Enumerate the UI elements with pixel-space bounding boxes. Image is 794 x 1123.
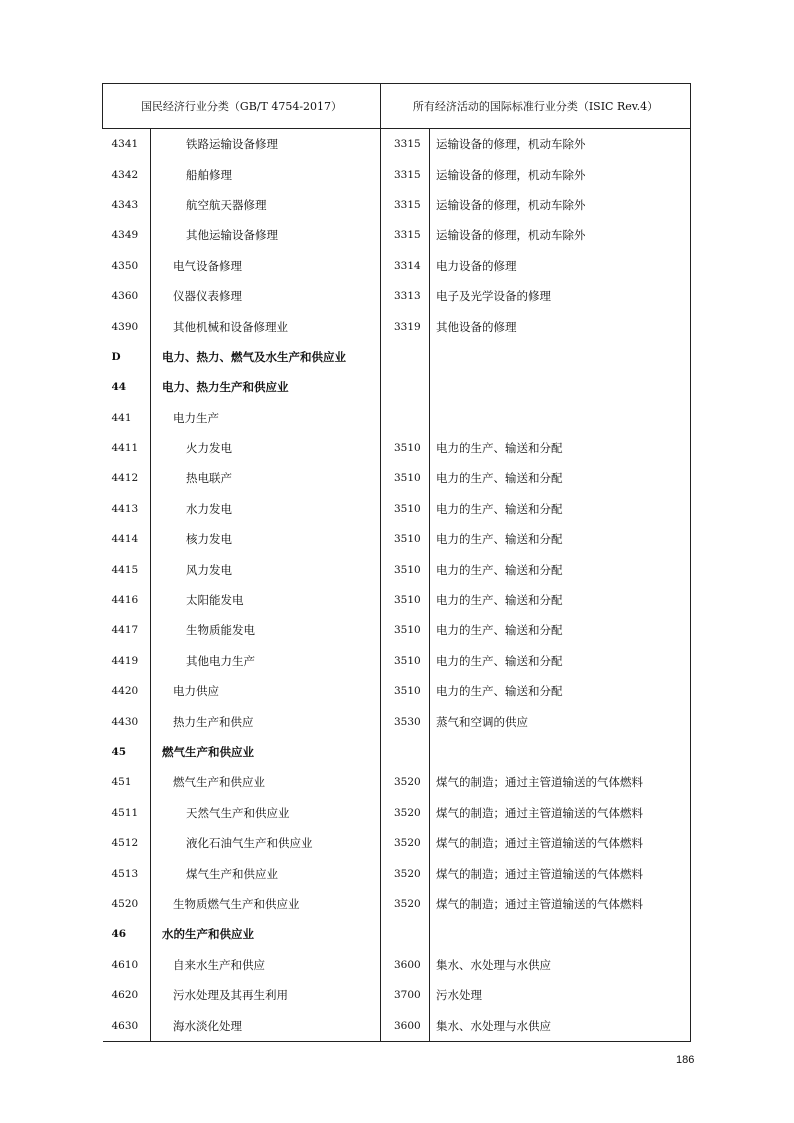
- gbt-name-text: 生物质燃气生产和供应业: [173, 896, 300, 911]
- gbt-name: [151, 190, 381, 220]
- gbt-name-text: 热电联产: [186, 471, 232, 486]
- table-row: [103, 433, 691, 463]
- isic-code: 3319: [381, 311, 430, 341]
- gbt-name-text: 水力发电: [186, 501, 232, 516]
- gbt-code: 4513: [111, 867, 139, 880]
- isic-name: 电力的生产、输送和分配: [430, 676, 691, 706]
- gbt-code: 4360: [111, 290, 139, 303]
- isic-name: [430, 919, 691, 949]
- gbt-name: [151, 494, 381, 524]
- gbt-name: [151, 676, 381, 706]
- gbt-name-text: 天然气生产和供应业: [186, 805, 290, 820]
- gbt-name-text: 其他运输设备修理: [186, 228, 278, 243]
- isic-code: 3510: [381, 433, 430, 463]
- table-row: [103, 403, 691, 433]
- gbt-code: 4413: [111, 502, 139, 515]
- gbt-code: D: [111, 350, 121, 363]
- table-row: [103, 342, 691, 372]
- table-row: [103, 463, 691, 493]
- isic-code: 3520: [381, 798, 430, 828]
- gbt-name-text: 电气设备修理: [173, 258, 242, 273]
- gbt-name-text: 核力发电: [186, 532, 232, 547]
- table-row: [103, 220, 691, 250]
- gbt-name-text: 电力生产: [173, 410, 219, 425]
- isic-name: 运输设备的修理，机动车除外: [430, 220, 691, 250]
- isic-name: 蒸气和空调的供应: [430, 706, 691, 736]
- gbt-code: 4511: [111, 806, 139, 819]
- gbt-name: [151, 372, 381, 402]
- gbt-name: [151, 342, 381, 372]
- gbt-name: [151, 463, 381, 493]
- table-row: [103, 159, 691, 189]
- gbt-name: [151, 1010, 381, 1041]
- gbt-name-text: 煤气生产和供应业: [186, 866, 278, 881]
- table-row: [103, 129, 691, 160]
- gbt-name-text: 海水淡化处理: [173, 1018, 242, 1033]
- gbt-code: 46: [111, 928, 127, 941]
- gbt-name: [151, 251, 381, 281]
- gbt-code: 4412: [111, 472, 139, 485]
- gbt-name: [151, 403, 381, 433]
- isic-name: 电力的生产、输送和分配: [430, 585, 691, 615]
- table-row: [103, 676, 691, 706]
- isic-name: 电力的生产、输送和分配: [430, 646, 691, 676]
- gbt-name: [151, 646, 381, 676]
- isic-code: 3530: [381, 706, 430, 736]
- gbt-name: [151, 524, 381, 554]
- isic-code: 3510: [381, 463, 430, 493]
- isic-name: 电力的生产、输送和分配: [430, 615, 691, 645]
- table-row: [103, 767, 691, 797]
- gbt-name: [151, 615, 381, 645]
- isic-name: 煤气的制造；通过主管道输送的气体燃料: [430, 767, 691, 797]
- isic-code: 3600: [381, 1010, 430, 1041]
- table-row: [103, 980, 691, 1010]
- isic-name: [430, 372, 691, 402]
- gbt-code: 4430: [111, 715, 139, 728]
- isic-code: 3510: [381, 494, 430, 524]
- isic-name: 运输设备的修理，机动车除外: [430, 190, 691, 220]
- isic-code: 3510: [381, 676, 430, 706]
- gbt-code: 4610: [111, 958, 139, 971]
- isic-code: [381, 403, 430, 433]
- table-row: [103, 798, 691, 828]
- table-row: [103, 251, 691, 281]
- table-row: [103, 858, 691, 888]
- gbt-name-text: 生物质能发电: [186, 623, 255, 638]
- gbt-name-text: 燃气生产和供应业: [173, 775, 265, 790]
- gbt-name-text: 电力、热力生产和供应业: [162, 380, 289, 395]
- isic-code: [381, 342, 430, 372]
- isic-name: 电力的生产、输送和分配: [430, 433, 691, 463]
- gbt-code: 4341: [111, 138, 139, 151]
- gbt-name-text: 其他电力生产: [186, 653, 255, 668]
- gbt-name-text: 铁路运输设备修理: [186, 137, 278, 152]
- gbt-code: 4390: [111, 320, 139, 333]
- isic-code: [381, 372, 430, 402]
- isic-name: [430, 737, 691, 767]
- gbt-code: 4415: [111, 563, 139, 576]
- isic-code: 3315: [381, 220, 430, 250]
- table-row: [103, 646, 691, 676]
- header-isic: 所有经济活动的国际标准行业分类（ISIC Rev.4）: [381, 84, 691, 129]
- gbt-name-text: 电力、热力、燃气及水生产和供应业: [162, 349, 346, 364]
- isic-name: 电力的生产、输送和分配: [430, 463, 691, 493]
- isic-code: 3510: [381, 554, 430, 584]
- gbt-code: 4630: [103, 1010, 151, 1041]
- gbt-name: [151, 706, 381, 736]
- gbt-name: [151, 980, 381, 1010]
- isic-code: 3520: [381, 767, 430, 797]
- isic-code: 3313: [381, 281, 430, 311]
- table-row: [103, 372, 691, 402]
- isic-name: 集水、水处理与水供应: [430, 1010, 691, 1041]
- table-row: [103, 615, 691, 645]
- gbt-name-text: 其他机械和设备修理业: [173, 319, 288, 334]
- gbt-name-text: 燃气生产和供应业: [162, 745, 254, 759]
- isic-code: 3510: [381, 646, 430, 676]
- isic-code: 3510: [381, 524, 430, 554]
- isic-name: 电力的生产、输送和分配: [430, 554, 691, 584]
- table-row: [103, 281, 691, 311]
- gbt-name: [151, 281, 381, 311]
- isic-code: 3510: [381, 615, 430, 645]
- isic-code: 3520: [381, 828, 430, 858]
- gbt-code: 4342: [111, 168, 139, 181]
- isic-name: 电力设备的修理: [430, 251, 691, 281]
- isic-code: 3520: [381, 889, 430, 919]
- isic-code: [381, 919, 430, 949]
- gbt-name-text: 污水处理及其再生利用: [173, 988, 288, 1003]
- isic-name: 煤气的制造；通过主管道输送的气体燃料: [430, 828, 691, 858]
- table-row: [103, 311, 691, 341]
- gbt-code: 44: [111, 381, 127, 394]
- isic-code: 3315: [381, 159, 430, 189]
- gbt-code: 4420: [111, 685, 139, 698]
- isic-name: 煤气的制造；通过主管道输送的气体燃料: [430, 798, 691, 828]
- isic-code: 3314: [381, 251, 430, 281]
- gbt-name-text: 船舶修理: [186, 167, 232, 182]
- gbt-name-text: 火力发电: [186, 441, 232, 456]
- gbt-name: [151, 311, 381, 341]
- gbt-name: [151, 798, 381, 828]
- gbt-code: 4411: [111, 442, 139, 455]
- isic-code: 3315: [381, 129, 430, 160]
- isic-name: 其他设备的修理: [430, 311, 691, 341]
- isic-name: 电力的生产、输送和分配: [430, 524, 691, 554]
- gbt-name: [151, 950, 381, 980]
- gbt-code: 441: [111, 411, 132, 424]
- table-row: [103, 494, 691, 524]
- gbt-name: [151, 585, 381, 615]
- table-header: [103, 84, 691, 129]
- gbt-name-text: 电力供应: [173, 684, 219, 699]
- gbt-code: 45: [111, 746, 127, 758]
- isic-name: 运输设备的修理，机动车除外: [430, 129, 691, 160]
- gbt-code: 4414: [111, 533, 139, 546]
- isic-name: 电子及光学设备的修理: [430, 281, 691, 311]
- isic-code: 3510: [381, 585, 430, 615]
- gbt-code: 4512: [111, 837, 139, 850]
- gbt-name: [151, 554, 381, 584]
- isic-name: 电力的生产、输送和分配: [430, 494, 691, 524]
- gbt-name-text: 自来水生产和供应: [173, 957, 265, 972]
- page-number: 186: [676, 1054, 695, 1066]
- header-gbt: 国民经济行业分类（GB/T 4754-2017）: [103, 84, 381, 129]
- isic-code: 3600: [381, 950, 430, 980]
- gbt-name-text: 太阳能发电: [186, 593, 244, 608]
- gbt-name-text: 风力发电: [186, 562, 232, 577]
- table-row: [103, 889, 691, 919]
- table-row: [103, 950, 691, 980]
- isic-code: 3700: [381, 980, 430, 1010]
- isic-name: 煤气的制造；通过主管道输送的气体燃料: [430, 889, 691, 919]
- gbt-code: 4350: [111, 259, 139, 272]
- gbt-code: 4620: [111, 989, 139, 1002]
- table-row: [103, 585, 691, 615]
- table-row: [103, 737, 691, 767]
- isic-name: [430, 403, 691, 433]
- table-body: [103, 84, 691, 1042]
- table-row: [103, 919, 691, 949]
- table-row: [103, 1010, 691, 1041]
- gbt-code: 4520: [111, 897, 139, 910]
- gbt-name: [151, 220, 381, 250]
- gbt-name-text: 仪器仪表修理: [173, 289, 242, 304]
- gbt-name: [151, 889, 381, 919]
- gbt-code: 4416: [111, 594, 139, 607]
- gbt-name: [151, 858, 381, 888]
- gbt-name: [151, 159, 381, 189]
- gbt-name: [151, 433, 381, 463]
- gbt-code: 451: [111, 776, 132, 789]
- gbt-name: [151, 828, 381, 858]
- isic-name: 污水处理: [430, 980, 691, 1010]
- isic-code: 3520: [381, 858, 430, 888]
- isic-code: [381, 737, 430, 767]
- isic-name: 集水、水处理与水供应: [430, 950, 691, 980]
- gbt-name-text: 液化石油气生产和供应业: [186, 836, 313, 851]
- gbt-name-text: 水的生产和供应业: [162, 927, 254, 942]
- isic-code: 3315: [381, 190, 430, 220]
- table-row: [103, 190, 691, 220]
- gbt-code: 4349: [111, 229, 139, 242]
- gbt-name: [151, 919, 381, 949]
- gbt-name: [151, 767, 381, 797]
- isic-name: [430, 342, 691, 372]
- gbt-code: 4419: [111, 654, 139, 667]
- isic-name: 煤气的制造；通过主管道输送的气体燃料: [430, 858, 691, 888]
- gbt-name-text: 热力生产和供应: [173, 714, 254, 729]
- gbt-name-text: 航空航天器修理: [186, 197, 267, 212]
- table-row: [103, 828, 691, 858]
- isic-name: 运输设备的修理，机动车除外: [430, 159, 691, 189]
- gbt-code: 4343: [111, 198, 139, 211]
- classification-table: [102, 83, 691, 1042]
- table-row: [103, 524, 691, 554]
- table-row: [103, 706, 691, 736]
- table-row: [103, 554, 691, 584]
- gbt-name: [151, 737, 381, 767]
- gbt-name: [151, 129, 381, 160]
- gbt-code: 4417: [111, 624, 139, 637]
